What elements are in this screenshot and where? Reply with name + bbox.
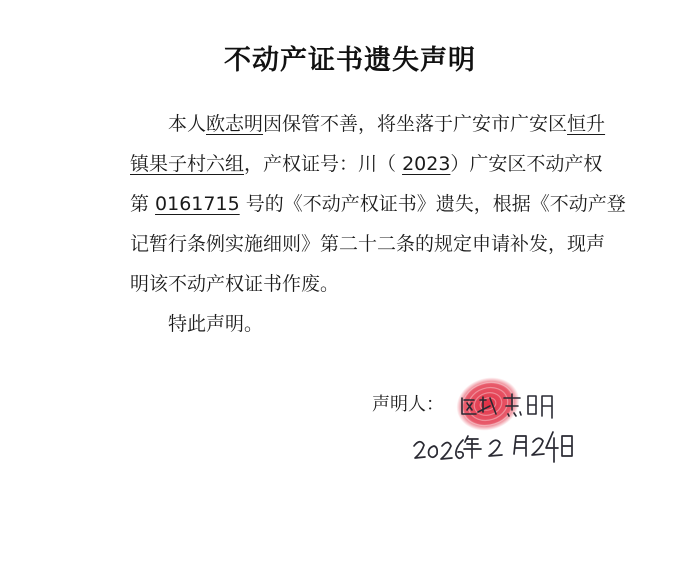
date-month-digit bbox=[489, 440, 502, 456]
paragraph-line-2: 镇果子村六组，产权证号：川（ 2023）广安区不动产权 bbox=[130, 153, 603, 175]
handwritten-date bbox=[412, 428, 582, 478]
cert-number: 0161715 bbox=[155, 193, 240, 215]
date-day-char bbox=[562, 436, 572, 456]
paragraph-line-5: 明该不动产权证书作废。 bbox=[130, 273, 340, 295]
page-title: 不动产证书遗失声明 bbox=[224, 45, 476, 76]
date-year-char bbox=[464, 436, 481, 458]
date-month-char bbox=[514, 436, 526, 456]
declaration-body bbox=[130, 104, 630, 344]
declarant-label: 声明人： bbox=[372, 394, 444, 415]
declarant-name: 欧志明 bbox=[206, 113, 264, 135]
date-year-digits bbox=[414, 440, 463, 459]
paragraph-line-3: 第 0161715 号的《不动产权证书》遗失，根据《不动产登 bbox=[130, 193, 626, 215]
date-day-digits bbox=[532, 432, 558, 462]
closing-line: 特此声明。 bbox=[168, 313, 264, 335]
paragraph-line-1: 本人欧志明因保管不善，将坐落于广安市广安区恒升 bbox=[168, 113, 606, 135]
paragraph-line-4: 记暂行条例实施细则》第二十二条的规定申请补发，现声 bbox=[130, 233, 606, 255]
location-part-b: 镇果子村六组 bbox=[130, 153, 245, 175]
cert-year: 2023 bbox=[402, 153, 451, 175]
location-part-a: 恒升 bbox=[567, 113, 606, 135]
